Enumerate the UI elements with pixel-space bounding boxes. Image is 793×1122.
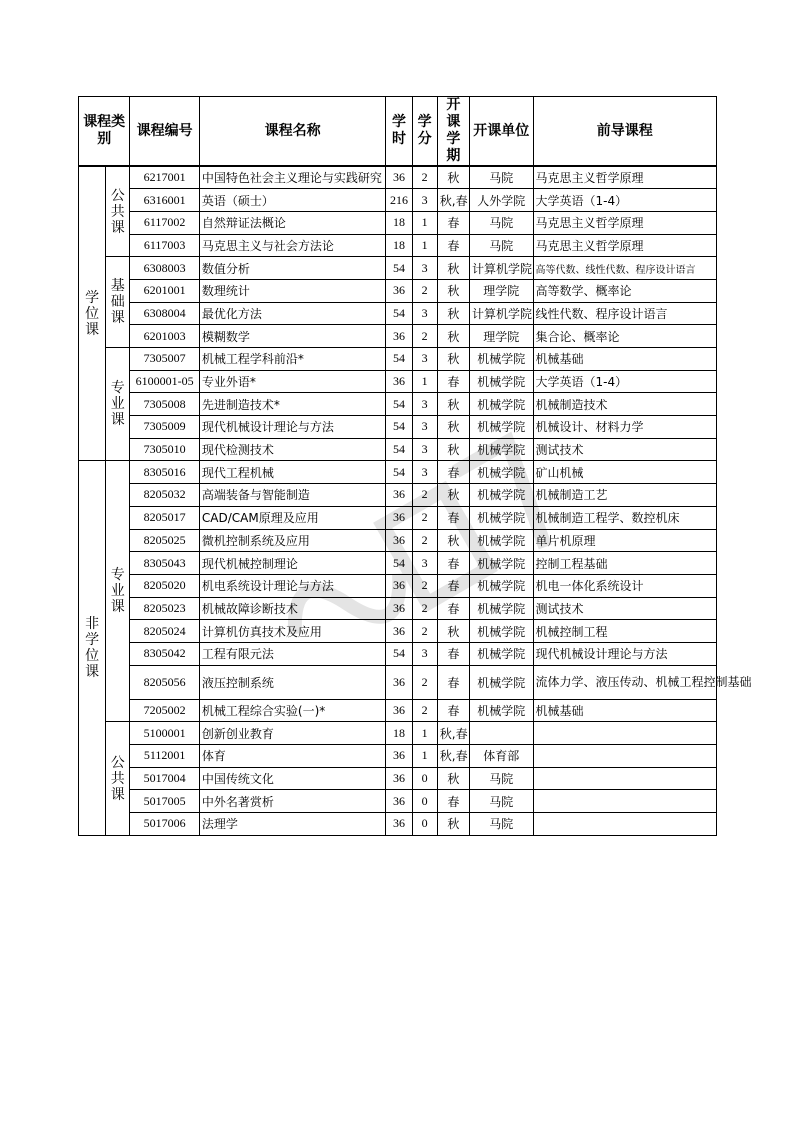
subcategory-public2 bbox=[106, 722, 130, 835]
course-name: 现代机械控制理论 bbox=[199, 552, 385, 575]
course-code: 7205002 bbox=[130, 699, 200, 722]
category-group-label: 非 学 位 课 bbox=[85, 616, 100, 681]
course-unit: 马院 bbox=[470, 166, 533, 189]
table-row bbox=[79, 813, 717, 836]
course-unit: 马院 bbox=[470, 790, 533, 813]
course-prereq: 机械制造工程学、数控机床 bbox=[533, 506, 717, 529]
table-row bbox=[79, 484, 717, 507]
table-row bbox=[79, 529, 717, 552]
course-prereq: 马克思主义哲学原理 bbox=[533, 166, 717, 189]
course-name: 专业外语* bbox=[199, 370, 385, 393]
course-semester: 春 bbox=[437, 461, 469, 484]
course-unit: 马院 bbox=[470, 767, 533, 790]
course-name: 工程有限元法 bbox=[199, 642, 385, 665]
course-credits: 3 bbox=[412, 642, 437, 665]
course-code: 7305010 bbox=[130, 438, 200, 461]
course-hours: 18 bbox=[386, 211, 412, 234]
course-hours: 54 bbox=[386, 416, 412, 439]
course-code: 8205023 bbox=[130, 597, 200, 620]
course-prereq: 马克思主义哲学原理 bbox=[533, 234, 717, 257]
subcategory-label: 公 共 课 bbox=[110, 754, 125, 803]
header-name: 课程名称 bbox=[199, 97, 385, 167]
course-credits: 1 bbox=[412, 370, 437, 393]
course-prereq: 高等数学、概率论 bbox=[533, 279, 717, 302]
course-code: 6308004 bbox=[130, 302, 200, 325]
course-credits: 2 bbox=[412, 484, 437, 507]
course-unit bbox=[470, 722, 533, 745]
course-semester: 秋,春 bbox=[437, 745, 469, 768]
course-semester: 春 bbox=[437, 597, 469, 620]
course-name: 机械工程综合实验(一)* bbox=[199, 699, 385, 722]
course-code: 8305043 bbox=[130, 552, 200, 575]
course-credits: 2 bbox=[412, 574, 437, 597]
course-semester: 春 bbox=[437, 574, 469, 597]
course-semester: 秋,春 bbox=[437, 189, 469, 212]
course-hours: 54 bbox=[386, 348, 412, 371]
course-unit: 机械学院 bbox=[470, 370, 533, 393]
course-unit: 机械学院 bbox=[470, 620, 533, 643]
course-unit: 机械学院 bbox=[470, 642, 533, 665]
course-semester: 秋 bbox=[437, 416, 469, 439]
course-credits: 0 bbox=[412, 790, 437, 813]
course-unit: 机械学院 bbox=[470, 665, 533, 699]
table-row bbox=[79, 393, 717, 416]
course-hours: 18 bbox=[386, 722, 412, 745]
course-prereq: 机电一体化系统设计 bbox=[533, 574, 717, 597]
category-group-label: 学 位 课 bbox=[85, 289, 100, 338]
course-credits: 3 bbox=[412, 393, 437, 416]
course-credits: 2 bbox=[412, 166, 437, 189]
course-code: 8205024 bbox=[130, 620, 200, 643]
course-name: 现代机械设计理论与方法 bbox=[199, 416, 385, 439]
course-unit: 体育部 bbox=[470, 745, 533, 768]
course-prereq: 大学英语（1-4） bbox=[533, 370, 717, 393]
course-credits: 2 bbox=[412, 620, 437, 643]
course-prereq bbox=[533, 813, 717, 836]
course-hours: 54 bbox=[386, 438, 412, 461]
course-semester: 秋 bbox=[437, 529, 469, 552]
course-unit: 人外学院 bbox=[470, 189, 533, 212]
course-name: 体育 bbox=[199, 745, 385, 768]
course-credits: 2 bbox=[412, 325, 437, 348]
table-row bbox=[79, 166, 717, 189]
table-row bbox=[79, 325, 717, 348]
header-category: 课程类别 bbox=[79, 97, 130, 167]
course-prereq: 机械制造技术 bbox=[533, 393, 717, 416]
course-hours: 36 bbox=[386, 597, 412, 620]
course-prereq: 机械控制工程 bbox=[533, 620, 717, 643]
course-hours: 54 bbox=[386, 552, 412, 575]
course-code: 6117002 bbox=[130, 211, 200, 234]
table-row bbox=[79, 620, 717, 643]
course-name: 数值分析 bbox=[199, 257, 385, 280]
table-row bbox=[79, 745, 717, 768]
course-prereq bbox=[533, 722, 717, 745]
subcategory-label: 专 业 课 bbox=[110, 567, 125, 616]
course-semester: 春 bbox=[437, 552, 469, 575]
course-semester: 秋 bbox=[437, 302, 469, 325]
table-row bbox=[79, 348, 717, 371]
course-hours: 54 bbox=[386, 461, 412, 484]
course-prereq: 机械基础 bbox=[533, 348, 717, 371]
course-name: 液压控制系统 bbox=[199, 665, 385, 699]
course-code: 5017005 bbox=[130, 790, 200, 813]
course-unit: 马院 bbox=[470, 211, 533, 234]
course-credits: 1 bbox=[412, 234, 437, 257]
course-code: 7305009 bbox=[130, 416, 200, 439]
category-group-nondegree bbox=[79, 461, 106, 835]
table-row bbox=[79, 416, 717, 439]
course-semester: 春 bbox=[437, 506, 469, 529]
course-unit: 机械学院 bbox=[470, 506, 533, 529]
course-hours: 36 bbox=[386, 699, 412, 722]
course-hours: 36 bbox=[386, 574, 412, 597]
course-code: 6217001 bbox=[130, 166, 200, 189]
course-prereq bbox=[533, 745, 717, 768]
course-semester: 秋,春 bbox=[437, 722, 469, 745]
course-name: 自然辩证法概论 bbox=[199, 211, 385, 234]
course-unit: 机械学院 bbox=[470, 529, 533, 552]
course-semester: 春 bbox=[437, 665, 469, 699]
course-code: 6117003 bbox=[130, 234, 200, 257]
course-code: 8205025 bbox=[130, 529, 200, 552]
course-semester: 秋 bbox=[437, 767, 469, 790]
course-semester: 春 bbox=[437, 790, 469, 813]
course-hours: 54 bbox=[386, 393, 412, 416]
course-hours: 54 bbox=[386, 257, 412, 280]
course-prereq: 流体力学、液压传动、机械工程控制基础 bbox=[533, 665, 717, 699]
course-credits: 3 bbox=[412, 189, 437, 212]
table-row bbox=[79, 234, 717, 257]
course-semester: 春 bbox=[437, 370, 469, 393]
course-semester: 春 bbox=[437, 234, 469, 257]
course-name: 英语（硕士） bbox=[199, 189, 385, 212]
course-credits: 0 bbox=[412, 813, 437, 836]
course-prereq: 马克思主义哲学原理 bbox=[533, 211, 717, 234]
course-unit: 马院 bbox=[470, 813, 533, 836]
course-semester: 秋 bbox=[437, 393, 469, 416]
course-name: 数理统计 bbox=[199, 279, 385, 302]
table-row bbox=[79, 438, 717, 461]
course-credits: 3 bbox=[412, 461, 437, 484]
course-hours: 36 bbox=[386, 665, 412, 699]
table-row bbox=[79, 699, 717, 722]
subcategory-public bbox=[106, 166, 130, 257]
course-name: 中国传统文化 bbox=[199, 767, 385, 790]
course-hours: 36 bbox=[386, 279, 412, 302]
course-credits: 1 bbox=[412, 745, 437, 768]
course-credits: 2 bbox=[412, 279, 437, 302]
course-prereq: 机械设计、材料力学 bbox=[533, 416, 717, 439]
course-unit: 机械学院 bbox=[470, 574, 533, 597]
course-code: 5100001 bbox=[130, 722, 200, 745]
course-code: 5017004 bbox=[130, 767, 200, 790]
table-row bbox=[79, 665, 717, 699]
course-semester: 秋 bbox=[437, 620, 469, 643]
header-row bbox=[79, 97, 717, 167]
course-table bbox=[78, 96, 752, 836]
course-credits: 3 bbox=[412, 438, 437, 461]
course-code: 7305008 bbox=[130, 393, 200, 416]
course-code: 6308003 bbox=[130, 257, 200, 280]
course-hours: 36 bbox=[386, 325, 412, 348]
table-row bbox=[79, 506, 717, 529]
course-name: CAD/CAM原理及应用 bbox=[199, 506, 385, 529]
subcategory-label: 专 业 课 bbox=[110, 380, 125, 429]
course-semester: 春 bbox=[437, 699, 469, 722]
category-group-degree bbox=[79, 166, 106, 461]
header-code: 课程编号 bbox=[130, 97, 200, 167]
table-row bbox=[79, 552, 717, 575]
course-prereq: 机械制造工艺 bbox=[533, 484, 717, 507]
course-code: 8205056 bbox=[130, 665, 200, 699]
course-prereq: 测试技术 bbox=[533, 597, 717, 620]
course-credits: 2 bbox=[412, 597, 437, 620]
course-hours: 36 bbox=[386, 790, 412, 813]
course-code: 6100001-05 bbox=[130, 370, 200, 393]
subcategory-label: 公 共 课 bbox=[110, 187, 125, 236]
course-name: 计算机仿真技术及应用 bbox=[199, 620, 385, 643]
course-credits: 0 bbox=[412, 767, 437, 790]
course-credits: 2 bbox=[412, 529, 437, 552]
course-credits: 3 bbox=[412, 348, 437, 371]
course-code: 5112001 bbox=[130, 745, 200, 768]
table-row bbox=[79, 279, 717, 302]
course-credits: 3 bbox=[412, 552, 437, 575]
course-unit: 机械学院 bbox=[470, 699, 533, 722]
course-unit: 机械学院 bbox=[470, 438, 533, 461]
table-row bbox=[79, 189, 717, 212]
course-code: 8205032 bbox=[130, 484, 200, 507]
course-credits: 3 bbox=[412, 257, 437, 280]
course-prereq: 矿山机械 bbox=[533, 461, 717, 484]
table-row bbox=[79, 722, 717, 745]
course-prereq: 线性代数、程序设计语言 bbox=[533, 302, 717, 325]
course-name: 机械工程学科前沿* bbox=[199, 348, 385, 371]
header-credits: 学分 bbox=[412, 97, 437, 167]
course-semester: 春 bbox=[437, 211, 469, 234]
course-prereq: 大学英语（1-4） bbox=[533, 189, 717, 212]
course-hours: 36 bbox=[386, 506, 412, 529]
table-row bbox=[79, 642, 717, 665]
course-code: 8305042 bbox=[130, 642, 200, 665]
course-hours: 36 bbox=[386, 620, 412, 643]
course-unit: 计算机学院 bbox=[470, 302, 533, 325]
header-unit: 开课单位 bbox=[470, 97, 533, 167]
course-credits: 1 bbox=[412, 722, 437, 745]
course-name: 模糊数学 bbox=[199, 325, 385, 348]
course-hours: 36 bbox=[386, 484, 412, 507]
course-hours: 36 bbox=[386, 166, 412, 189]
course-credits: 2 bbox=[412, 665, 437, 699]
table-row bbox=[79, 370, 717, 393]
course-name: 创新创业教育 bbox=[199, 722, 385, 745]
course-credits: 2 bbox=[412, 506, 437, 529]
course-credits: 3 bbox=[412, 302, 437, 325]
table-row bbox=[79, 302, 717, 325]
course-semester: 春 bbox=[437, 642, 469, 665]
header-semester: 开课学期 bbox=[437, 97, 469, 167]
course-semester: 秋 bbox=[437, 484, 469, 507]
course-hours: 18 bbox=[386, 234, 412, 257]
course-semester: 秋 bbox=[437, 813, 469, 836]
course-code: 7305007 bbox=[130, 348, 200, 371]
table-row bbox=[79, 790, 717, 813]
table-row bbox=[79, 257, 717, 280]
course-name: 现代工程机械 bbox=[199, 461, 385, 484]
course-unit: 理学院 bbox=[470, 279, 533, 302]
course-code: 8205017 bbox=[130, 506, 200, 529]
course-prereq: 控制工程基础 bbox=[533, 552, 717, 575]
course-name: 机械故障诊断技术 bbox=[199, 597, 385, 620]
course-prereq bbox=[533, 790, 717, 813]
course-unit: 机械学院 bbox=[470, 484, 533, 507]
course-hours: 216 bbox=[386, 189, 412, 212]
header-hours: 学时 bbox=[386, 97, 412, 167]
course-name: 法理学 bbox=[199, 813, 385, 836]
table-row bbox=[79, 211, 717, 234]
course-prereq bbox=[533, 767, 717, 790]
course-name: 高端装备与智能制造 bbox=[199, 484, 385, 507]
course-hours: 54 bbox=[386, 642, 412, 665]
course-code: 6201003 bbox=[130, 325, 200, 348]
course-semester: 秋 bbox=[437, 279, 469, 302]
table-row bbox=[79, 597, 717, 620]
course-prereq: 集合论、概率论 bbox=[533, 325, 717, 348]
course-name: 先进制造技术* bbox=[199, 393, 385, 416]
course-credits: 1 bbox=[412, 211, 437, 234]
subcategory-major bbox=[106, 348, 130, 461]
course-hours: 36 bbox=[386, 767, 412, 790]
subcategory-label: 基 础 课 bbox=[110, 278, 125, 327]
course-unit: 计算机学院 bbox=[470, 257, 533, 280]
table-row bbox=[79, 767, 717, 790]
table-row bbox=[79, 461, 717, 484]
course-hours: 36 bbox=[386, 529, 412, 552]
course-table-body bbox=[79, 166, 752, 835]
course-name: 现代检测技术 bbox=[199, 438, 385, 461]
course-unit: 机械学院 bbox=[470, 461, 533, 484]
course-unit: 机械学院 bbox=[470, 348, 533, 371]
course-prereq: 现代机械设计理论与方法 bbox=[533, 642, 717, 665]
course-unit: 机械学院 bbox=[470, 552, 533, 575]
course-code: 6316001 bbox=[130, 189, 200, 212]
course-semester: 秋 bbox=[437, 348, 469, 371]
course-code: 5017006 bbox=[130, 813, 200, 836]
course-name: 马克思主义与社会方法论 bbox=[199, 234, 385, 257]
course-prereq: 高等代数、线性代数、程序设计语言 bbox=[533, 257, 717, 280]
course-name: 机电系统设计理论与方法 bbox=[199, 574, 385, 597]
course-name: 最优化方法 bbox=[199, 302, 385, 325]
header-prereq: 前导课程 bbox=[533, 97, 717, 167]
course-hours: 36 bbox=[386, 813, 412, 836]
course-hours: 36 bbox=[386, 745, 412, 768]
course-unit: 机械学院 bbox=[470, 393, 533, 416]
table-row bbox=[79, 574, 717, 597]
course-code: 6201001 bbox=[130, 279, 200, 302]
course-unit: 理学院 bbox=[470, 325, 533, 348]
course-code: 8305016 bbox=[130, 461, 200, 484]
course-unit: 马院 bbox=[470, 234, 533, 257]
course-semester: 秋 bbox=[437, 166, 469, 189]
subcategory-major2 bbox=[106, 461, 130, 722]
course-credits: 3 bbox=[412, 416, 437, 439]
course-prereq: 机械基础 bbox=[533, 699, 717, 722]
course-unit: 机械学院 bbox=[470, 416, 533, 439]
course-semester: 秋 bbox=[437, 438, 469, 461]
course-semester: 秋 bbox=[437, 257, 469, 280]
course-credits: 2 bbox=[412, 699, 437, 722]
course-semester: 秋 bbox=[437, 325, 469, 348]
subcategory-basic bbox=[106, 257, 130, 348]
course-code: 8205020 bbox=[130, 574, 200, 597]
course-name: 中外名著赏析 bbox=[199, 790, 385, 813]
course-hours: 36 bbox=[386, 370, 412, 393]
course-hours: 54 bbox=[386, 302, 412, 325]
course-unit: 机械学院 bbox=[470, 597, 533, 620]
course-prereq: 单片机原理 bbox=[533, 529, 717, 552]
course-name: 微机控制系统及应用 bbox=[199, 529, 385, 552]
course-name: 中国特色社会主义理论与实践研究 bbox=[199, 166, 385, 189]
course-prereq: 测试技术 bbox=[533, 438, 717, 461]
